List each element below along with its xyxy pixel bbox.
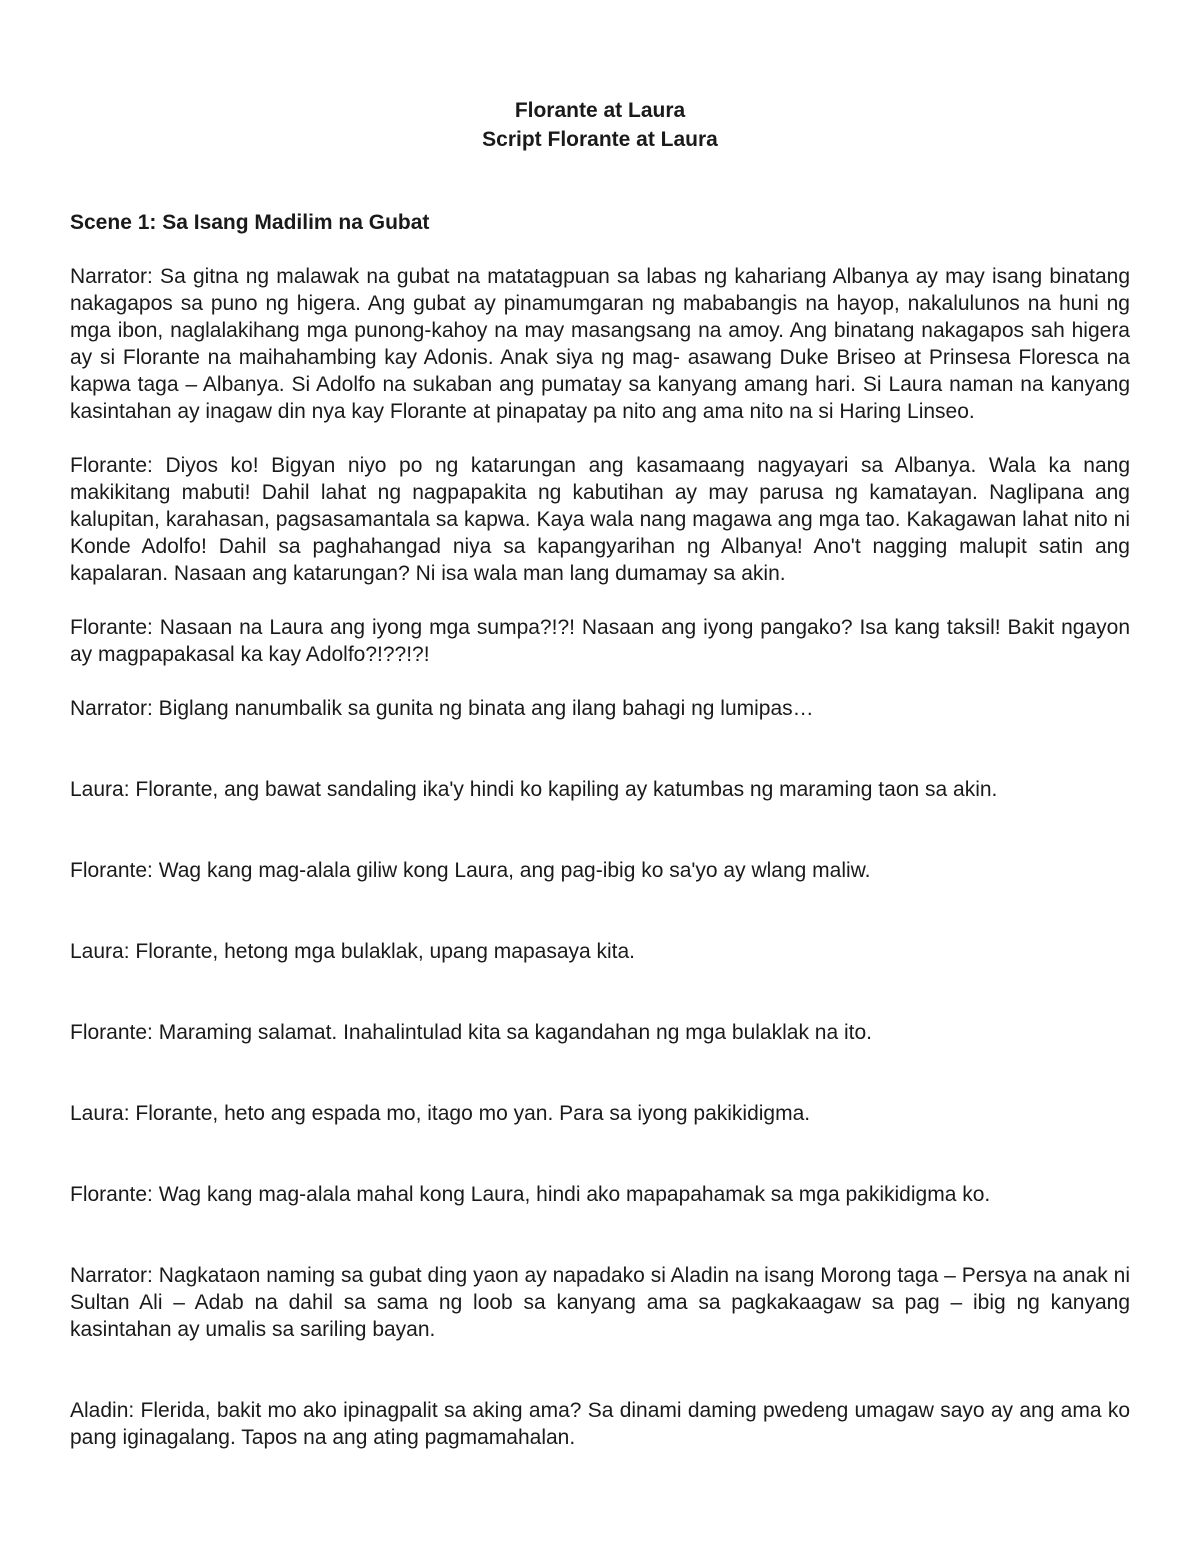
paragraph-narrator-flashback: Narrator: Biglang nanumbalik sa gunita ng binata ang ilang bahagi ng lumipas… xyxy=(70,697,814,720)
scene-heading: Scene 1: Sa Isang Madilim na Gubat xyxy=(70,211,430,234)
paragraph-florante-lament: Florante: Diyos ko! Bigyan niyo po ng katarungan ang kasamaang nagyayari sa Albanya. Wala ka nang makikitang mabuti! Dahil lahat ng nagpapakita ng kabutihan ay may parusa ng kamatayan. Naglipana ang kalupitan, karahasan, pagsasamantala sa kapwa. Kaya wala nang magawa ang mga tao. Kakagawan lahat nito ni Konde Adolfo! Dahil sa paghahangad niya sa kapangyarihan ng Albanya! Ano't nagging malupit satin ang kapalaran. Nasaan ang katarungan? Ni isa wala man lang dumamay sa akin. xyxy=(70,454,1130,585)
paragraph-florante-2: Florante: Maraming salamat. Inahalintulad kita sa kagandahan ng mga bulaklak na ito. xyxy=(70,1021,872,1044)
paragraph-laura-2: Laura: Florante, hetong mga bulaklak, upang mapasaya kita. xyxy=(70,940,636,963)
paragraph-laura-1: Laura: Florante, ang bawat sandaling ika'y hindi ko kapiling ay katumbas ng maraming taon sa akin. xyxy=(70,778,998,801)
paragraph-florante-1: Florante: Wag kang mag-alala giliw kong Laura, ang pag-ibig ko sa'yo ay wlang maliw. xyxy=(70,859,871,882)
paragraph-florante-question: Florante: Nasaan na Laura ang iyong mga sumpa?!?! Nasaan ang iyong pangako? Isa kang taksil! Bakit ngayon ay magpapakasal ka kay Adolfo?!??!?! xyxy=(70,616,1130,666)
paragraph-narrator-aladin: Narrator: Nagkataon naming sa gubat ding yaon ay napadako si Aladin na isang Morong taga – Persya na anak ni Sultan Ali – Adab na dahil sa sama ng loob sa kanyang ama sa pagkakaagaw sa pag – ibig ng kanyang kasintahan ay umalis sa sariling bayan. xyxy=(70,1264,1130,1341)
document-title: Florante at Laura xyxy=(514,99,686,122)
paragraph-florante-3: Florante: Wag kang mag-alala mahal kong Laura, hindi ako mapapahamak sa mga pakikidigma ko. xyxy=(70,1183,991,1206)
paragraph-narrator-intro: Narrator: Sa gitna ng malawak na gubat na matatagpuan sa labas ng kahariang Albanya ay may isang binatang nakagapos sa puno ng higera. Ang gubat ay pinamumgaran ng mababangis na hayop, nakalulunos na huni ng mga ibon, naglalakihang mga punong-kahoy na may masangsang na amoy. Ang binatang nakagapos sah higera ay si Florante na maihahambing kay Adonis. Anak siya ng mag- asawang Duke Briseo at Prinsesa Floresca na kapwa taga – Albanya. Si Adolfo na sukaban ang pumatay sa kanyang amang hari. Si Laura naman na kanyang kasintahan ay inagaw din nya kay Florante at pinapatay pa nito ang ama nito na si Haring Linseo. xyxy=(70,265,1130,423)
paragraph-laura-3: Laura: Florante, heto ang espada mo, itago mo yan. Para sa iyong pakikidigma. xyxy=(70,1102,811,1125)
document-subtitle: Script Florante at Laura xyxy=(482,128,718,151)
document-page xyxy=(70,96,1130,1451)
paragraph-aladin: Aladin: Flerida, bakit mo ako ipinagpalit sa aking ama? Sa dinami daming pwedeng umagaw sayo ay ang ama ko pang iginagalang. Tapos na ang ating pagmamahalan. xyxy=(70,1399,1130,1449)
